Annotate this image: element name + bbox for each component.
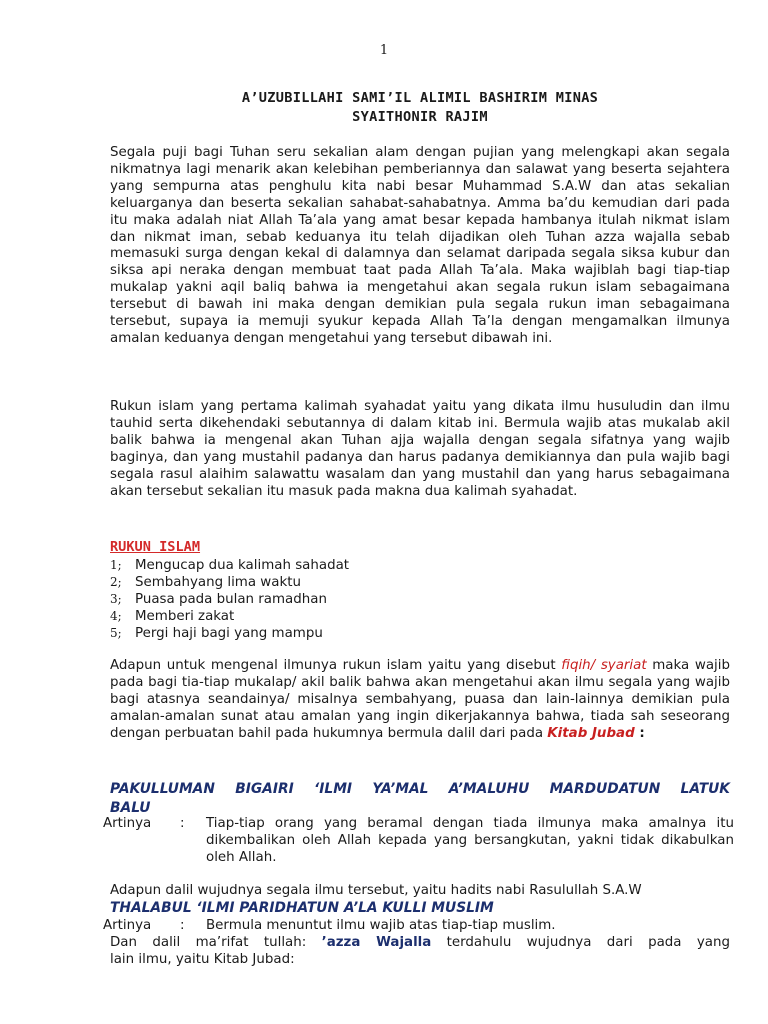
azza-wajalla-term: ’azza Wajalla (321, 935, 432, 950)
paragraph-5-text-b: terdahulu wujudnya dari pada yang (431, 935, 730, 950)
page-number: 1 (379, 43, 389, 58)
hadith-quote-1 (110, 780, 730, 818)
list-text: Pergi haji bagi yang mampu (135, 626, 323, 642)
list-number: 5; (110, 626, 122, 641)
paragraph-4: Adapun dalil wujudnya segala ilmu tersebut, yaitu hadits nabi Rasulullah S.A.W (110, 883, 642, 898)
list-item (110, 574, 730, 591)
list-number: 4; (110, 609, 122, 624)
artinya-colon: : (180, 918, 185, 933)
translation-2 (103, 917, 733, 934)
title-line-1: A’UZUBILLAHI SAMI’IL ALIMIL BASHIRIM MINAS (241, 90, 599, 106)
artinya-label: Artinya (103, 816, 152, 831)
fiqih-syariat-term: fiqih/ syariat (561, 658, 647, 673)
list-text: Sembahyang lima waktu (135, 575, 301, 591)
paragraph-5-text-a: Dan dalil ma’rifat tullah: (110, 935, 322, 950)
list-item (110, 557, 730, 574)
page-title (110, 89, 730, 127)
translation-1-text: Tiap-tiap orang yang beramal dengan tiada ilmunya maka amalnya itu dikembalikan oleh Allah kepada yang bersangkutan, yakni tidak dikabulkan oleh Allah. (206, 816, 734, 865)
translation-1 (103, 815, 733, 867)
hadith-quote-1-line-1: PAKULLUMAN BIGAIRI ‘ILMI YA’MAL A’MALUHU MARDUDATUN LATUK (110, 781, 730, 797)
translation-2-text: Bermula menuntut ilmu wajib atas tiap-tiap muslim. (206, 918, 556, 933)
paragraph-2: Rukun islam yang pertama kalimah syahadat yaitu yang dikata ilmu husuludin dan ilmu tauhid serta dikehendaki sebutannya di dalam kitab ini. Bermula wajib atas mukalab akil balik bahwa ia mengenal akan Tuhan ajja wajalla dengan segala sifatnya yang wajib baginya, dan yang mustahil padanya dan harus padanya demikiannya dan pula wajib bagi segala rasul alaihim salawattu wasalam dan yang mustahil dan yang harus sebagaimana akan tersebut sekalian itu masuk pada makna dua kalimah syahadat. (110, 399, 730, 499)
list-item (110, 608, 730, 625)
list-text: Puasa pada bulan ramadhan (135, 592, 327, 608)
paragraph-1: Segala puji bagi Tuhan seru sekalian alam dengan pujian yang melengkapi akan segala nikmatnya lagi menarik akan kelebihan pemberiannya dan salawat yang beserta sejahtera yang sempurna atas penghulu kita nabi besar Muhammad S.A.W dan atas sekalian keluarganya dan beserta sekalian sahabat-sahabatnya. Amma ba’du kemudian dari pada itu maka adalah niat Allah Ta’ala yang amat besar kepada hambanya itulah nikmat islam dan nikmat iman, sebab keduanya itu telah dijadikan oleh Tuhan azza wajalla sebab memasuki surga dengan kekal di dalamnya dan selamat daripada segala siksa kubur dan siksa api neraka dengan membuat taat pada Allah Ta’ala. Maka wajiblah bagi tiap-tiap mukalap yakni aqil baliq bahwa ia mengetahui akan segala rukun islam sebagaimana tersebut di bawah ini maka dengan demikian pula segala rukun iman sebagaimana tersebut, supaya ia memuji syukur kepada Allah Ta’la dengan mengamalkan ilmunya amalan keduanya dengan mengetahui yang tersebut dibawah ini. (110, 145, 730, 346)
paragraph-5-line-2: lain ilmu, yaitu Kitab Jubad: (110, 952, 295, 967)
list-number: 1; (110, 558, 122, 572)
list-text: Memberi zakat (135, 609, 235, 625)
paragraph-3-text-a: Adapun untuk mengenal ilmunya rukun islam yaitu yang disebut (110, 658, 562, 673)
rukun-islam-list (110, 557, 730, 642)
list-text: Mengucap dua kalimah sahadat (135, 558, 350, 573)
paragraph-3-colon: : (634, 725, 645, 741)
artinya-colon: : (180, 816, 185, 831)
hadith-quote-2: THALABUL ‘ILMI PARIDHATUN A’LA KULLI MUSLIM (110, 900, 494, 916)
paragraph-3 (110, 658, 730, 743)
list-number: 2; (110, 575, 122, 590)
kitab-jubad-term: Kitab Jubad (547, 725, 635, 741)
hadith-quote-1-line-2: BALU (110, 800, 151, 816)
list-item (110, 625, 730, 642)
rukun-islam-heading: RUKUN ISLAM (110, 539, 201, 555)
list-number: 3; (110, 592, 122, 607)
paragraph-5 (110, 934, 730, 951)
artinya-label: Artinya (103, 918, 152, 933)
list-item (110, 591, 730, 608)
title-line-2: SYAITHONIR RAJIM (352, 109, 488, 125)
paragraph-3-text-b: maka wajib pada bagi tia-tiap mukalap/ akil balik bahwa akan mengetahui akan ilmu segala yang wajib bagi atasnya seandainya/ misalnya sembahyang, puasa dan lain-lainnya demikian pula amalan-amalan sunat atau amalan yang ingin dikerjakannya bahwa, tiada sah seseorang dengan perbuatan bahil pada hukumnya bermula dalil dari pada (110, 658, 730, 741)
